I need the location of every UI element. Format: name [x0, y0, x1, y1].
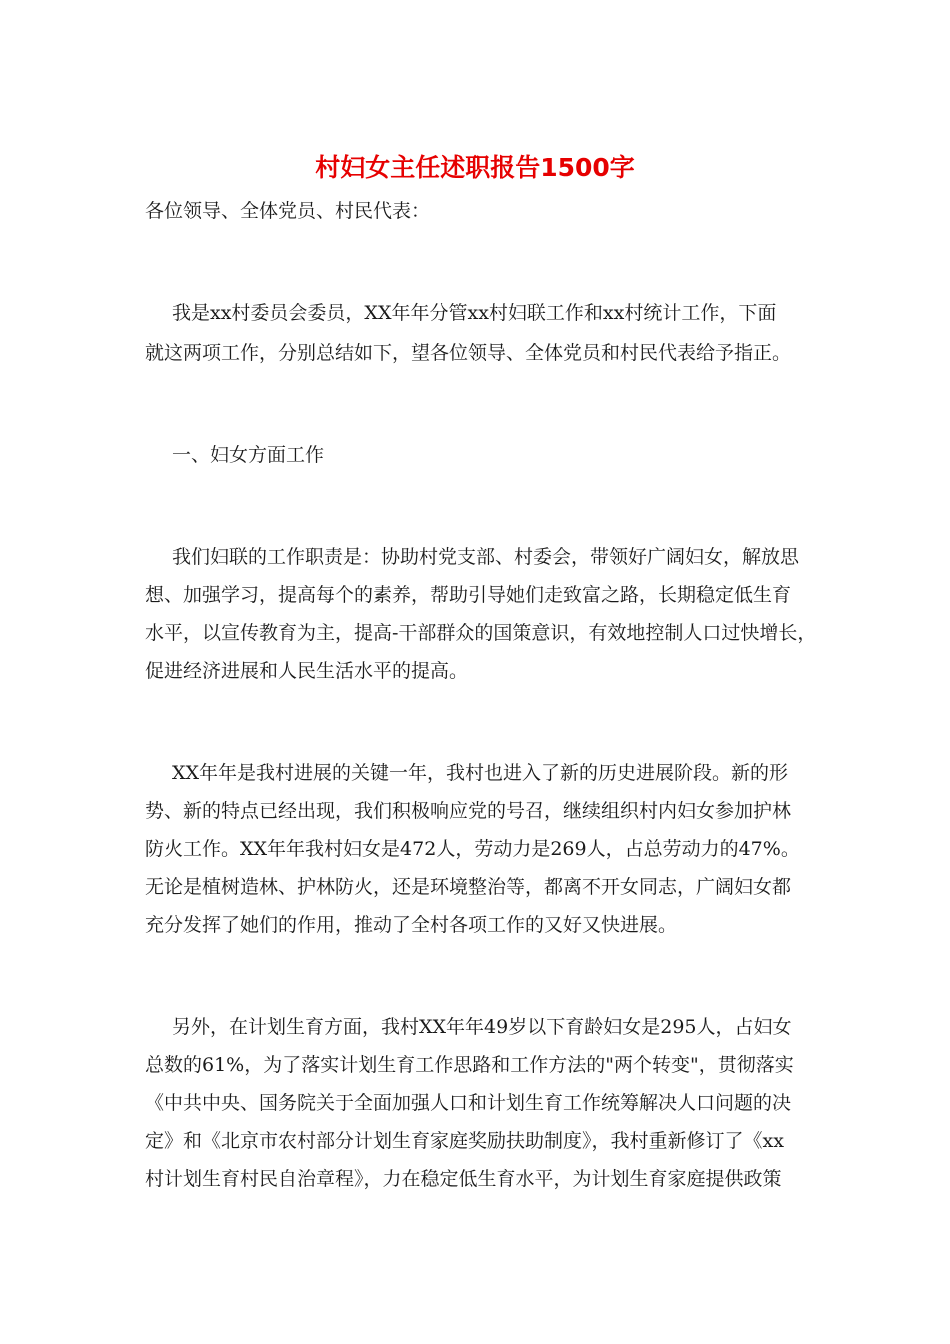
paragraph-4-line-4: 无论是植树造林、护林防火，还是环境整治等，都离不开女同志，广阔妇女都 — [145, 876, 792, 898]
paragraph-4-line-1: XX年年是我村进展的关键一年，我村也进入了新的历史进展阶段。新的形 — [172, 762, 789, 784]
document-title: 村妇女主任述职报告1500字 — [315, 153, 635, 182]
paragraph-5-line-5: 村计划生育村民自治章程》，力在稳定低生育水平，为计划生育家庭提供政策 — [145, 1168, 782, 1190]
paragraph-4-line-3: 防火工作。XX年年我村妇女是472人，劳动力是269人，占总劳动力的47%。 — [145, 838, 800, 860]
paragraph-5-line-3: 《中共中央、国务院关于全面加强人口和计划生育工作统筹解决人口问题的决 — [145, 1092, 792, 1114]
paragraph-1-line-2: 就这两项工作，分别总结如下，望各位领导、全体党员和村民代表给予指正。 — [145, 342, 792, 364]
paragraph-5-line-4: 定》和《北京市农村部分计划生育家庭奖励扶助制度》，我村重新修订了《xx — [145, 1130, 784, 1152]
salutation: 各位领导、全体党员、村民代表： — [145, 200, 431, 222]
paragraph-5-line-1: 另外，在计划生育方面，我村XX年年49岁以下育龄妇女是295人，占妇女 — [172, 1016, 792, 1038]
paragraph-4-line-2: 势、新的特点已经出现，我们积极响应党的号召，继续组织村内妇女参加护林 — [145, 800, 792, 822]
paragraph-3-line-1: 我们妇联的工作职责是：协助村党支部、村委会，带领好广阔妇女，解放思 — [172, 546, 800, 568]
section-heading: 一、妇女方面工作 — [172, 444, 325, 466]
paragraph-4-line-5: 充分发挥了她们的作用，推动了全村各项工作的又好又快进展。 — [145, 914, 678, 936]
paragraph-3-line-2: 想、加强学习，提高每个的素养，帮助引导她们走致富之路，长期稳定低生育 — [145, 584, 792, 606]
paragraph-1-line-1: 我是xx村委员会委员，XX年年分管xx村妇联工作和xx村统计工作，下面 — [172, 302, 777, 324]
paragraph-5-line-2: 总数的61%，为了落实计划生育工作思路和工作方法的"两个转变"，贯彻落实 — [145, 1054, 794, 1076]
paragraph-3-line-3: 水平，以宣传教育为主，提高-干部群众的国策意识，有效地控制人口过快增长， — [145, 622, 817, 644]
paragraph-3-line-4: 促进经济进展和人民生活水平的提高。 — [145, 660, 469, 682]
